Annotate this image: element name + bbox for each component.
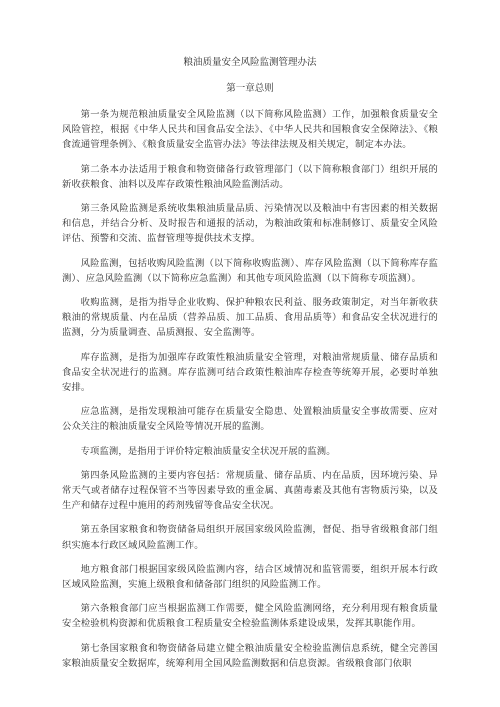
paragraph-article-2: 第二条本办法适用于粮食和物资储备行政管理部门（以下简称粮食部门）组织开展的新收获粮食、油料以及库存政策性粮油风险监测活动。	[62, 163, 438, 190]
document-title: 粮油质量安全风险监测管理办法	[183, 57, 317, 68]
paragraph-article-4: 第四条风险监测的主要内容包括：常规质量、储存品质、内在品质，因环境污染、异常天气或者储存过程保管不当等因素导致的重金属、真菌毒素及其他有害物质污染，以及生产和储存过程中施用的药剂残留等食品安全状况。	[62, 469, 438, 512]
paragraph-purchase-monitoring: 收购监测，是指为指导企业收购、保护种粮农民利益、服务政策制定，对当年新收获粮油的常规质量、内在品质（营养品质、加工品质、食用品质等）和食品安全状况进行的监测，分为质量调查、品质测报、安全监测等。	[62, 297, 438, 339]
paragraph-article-3: 第三条风险监测是系统收集粮油质量品质、污染情况以及粮油中有害因素的相关数据和信息，并结合分析、及时报告和通报的活动，为粮油政策和标准制修订、质量安全风险评估、预警和交流、监督管理等提供技术支撑。	[62, 203, 438, 245]
paragraph-article-6: 第六条粮食部门应当根据监测工作需要，健全风险监测网络，充分利用现有粮食质量安全检验机构资源和优质粮食工程质量安全检验监测体系建设成果，发挥其职能作用。	[62, 603, 438, 630]
paragraph-article-5: 第五条国家粮食和物资储备局组织开展国家级风险监测，督促、指导省级粮食部门组织实施本行政区域风险监测工作。	[62, 524, 438, 551]
paragraph-article-7: 第七条国家粮食和物资储备局建立健全粮油质量安全检验监测信息系统，健全完善国家粮油质量安全数据库，统筹利用全国风险监测数据和信息资源。省级粮食部门依职	[62, 642, 438, 669]
chapter-heading: 第一章总则	[226, 83, 274, 94]
paragraph-emergency-monitoring: 应急监测，是指发现粮油可能存在质量安全隐患、处置粮油质量安全事故需要、应对公众关注的粮油质量安全风险等情况开展的监测。	[62, 406, 438, 433]
paragraph-storage-monitoring: 库存监测，是指为加强库存政策性粮油质量安全管理，对粮油常规质量、储存品质和食品安全状况进行的监测。库存监测可结合政策性粮油库存检查等统筹开展，必要时单独安排。	[62, 351, 438, 394]
paragraph-local-monitoring: 地方粮食部门根据国家级风险监测内容，结合区域情况和监管需要，组织开展本行政区域风险监测，实施上级粮食和储备部门组织的风险监测工作。	[62, 563, 438, 591]
paragraph-special-monitoring: 专项监测，是指用于评价特定粮油质量安全状况开展的监测。	[80, 445, 336, 457]
paragraph-article-1: 第一条为规范粮油质量安全风险监测（以下简称风险监测）工作，加强粮食质量安全风险管控，根据《中华人民共和国食品安全法》、《中华人民共和国粮食安全保障法》、《粮食流通管理条例》、《粮食质量安全监管办法》等法律法规及相关规定，制定本办法。	[62, 109, 438, 151]
paragraph-monitoring-types: 风险监测，包括收购风险监测（以下简称收购监测）、库存风险监测（以下简称库存监测）、应急风险监测（以下简称应急监测）和其他专项风险监测（以下简称专项监测）。	[62, 257, 438, 284]
